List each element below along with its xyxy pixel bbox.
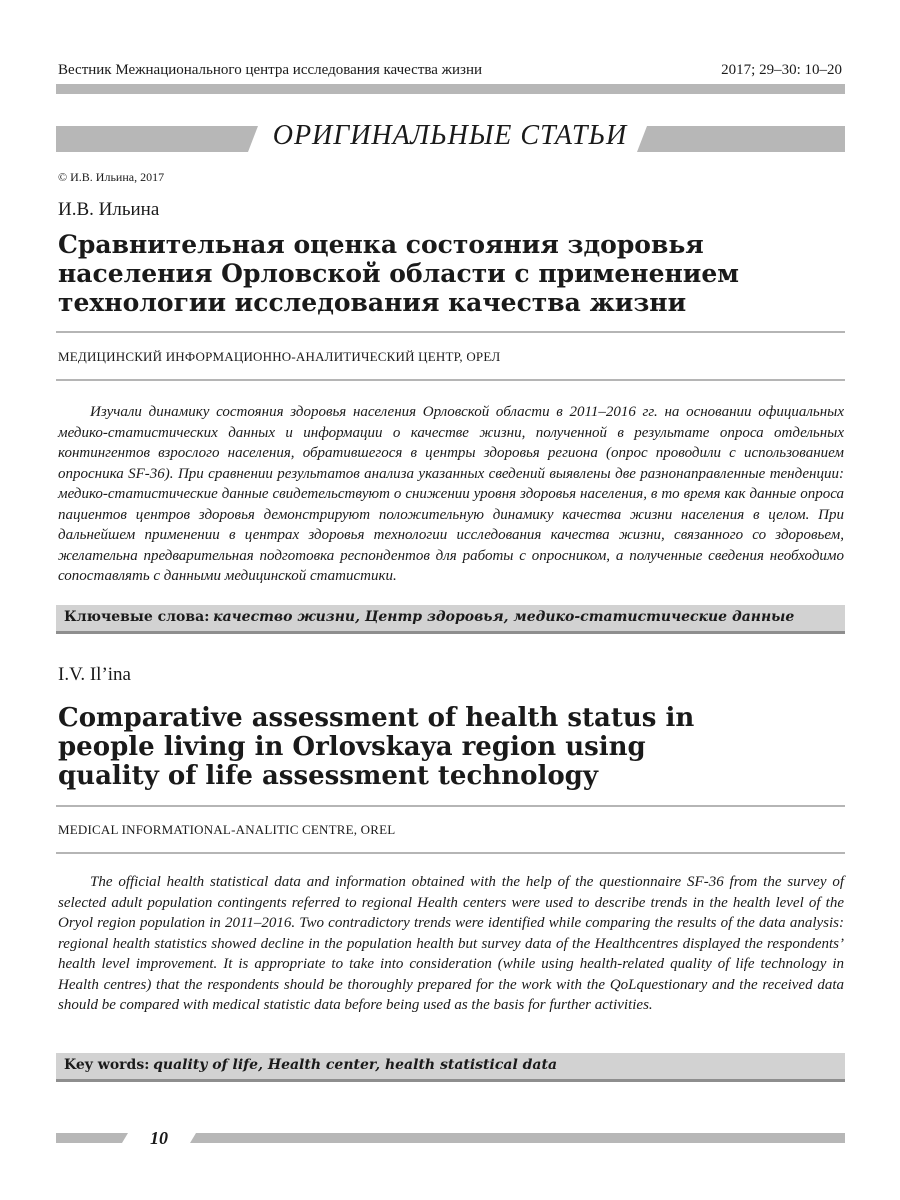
- keywords-value-ru: качество жизни, Центр здоровья, медико-статистические данные: [213, 609, 795, 625]
- copyright: © И.В. Ильина, 2017: [58, 170, 165, 184]
- abstract-en: The official health statistical data and information obtained with the help of the questionnaire SF-36 from the survey of selected adult population contingents referred to regional Health centers were used to describe trends in the health level of the Oryol region population in 2011–2016. Two contradictory trends were identified while comparing the results of the data analysis: regional health statistics showed decline in the population health but survey data of the Healthcentres displayed the respondents’ health level improvement. It is appropriate to take into consideration (while using health-related quality of life technology in Health centres) that the respondents should be thoroughly prepared for the work with the QoLquestionary and the received data should be compared with medical statistic data before being used as the basis for further activities.: [58, 874, 844, 1013]
- affiliation-ru: МЕДИЦИНСКИЙ ИНФОРМАЦИОННО-АНАЛИТИЧЕСКИЙ ЦЕНТР, ОРЕЛ: [58, 349, 501, 364]
- author-en: I.V. Il’ina: [58, 664, 131, 685]
- abstract-ru: Изучали динамику состояния здоровья населения Орловской области в 2011–2016 гг. на основании официальных медико-статистических данных и информации о качестве жизни, полученной в результате опроса отдельных контингентов взрослого населения, обратившегося в центры здоровья региона (опрос проводили с использованием опросника SF-36). При сравнении результатов анализа указанных сведений выявлены две разнонаправленные тенденции: медико-статистические данные свидетельствуют о снижении уровня здоровья населения, в то время как данные опроса пациентов центров здоровья демонстрируют положительную динамику качества жизни населения в целом. При дальнейшем применении в центрах здоровья технологии исследования качества жизни, связанного со здоровьем, желательна предварительная подготовка респондентов для работы с опросником, а полученные сведения необходимо сопоставлять с данными медицинской статистики.: [58, 404, 844, 584]
- header-rule: [56, 84, 845, 94]
- author-ru: И.В. Ильина: [58, 199, 160, 220]
- article-title-en: Comparative assessment of health status in people living in Orlovskaya region using quality of life assessment technology: [58, 703, 695, 791]
- journal-name: Вестник Межнационального центра исследования качества жизни: [58, 62, 483, 78]
- divider: [56, 852, 845, 854]
- affiliation-en: MEDICAL INFORMATIONAL-ANALITIC CENTRE, OREL: [58, 822, 396, 837]
- divider: [56, 379, 845, 381]
- footer-bar-left: [56, 1133, 128, 1143]
- keywords-label-en: Key words:: [64, 1057, 150, 1073]
- issue-info: 2017; 29–30: 10–20: [721, 62, 842, 78]
- divider: [56, 331, 845, 333]
- divider: [56, 805, 845, 807]
- keywords-en: [64, 1057, 557, 1074]
- keywords-value-en: quality of life, Health center, health statistical data: [153, 1057, 558, 1073]
- section-title: ОРИГИНАЛЬНЫЕ СТАТЬИ: [272, 120, 628, 151]
- footer-bar-right: [190, 1133, 845, 1143]
- article-title-ru: Сравнительная оценка состояния здоровья населения Орловской области с применением технологии исследования качества жизни: [58, 230, 739, 317]
- keywords-label-ru: Ключевые слова:: [64, 609, 210, 625]
- keywords-ru: [64, 609, 794, 626]
- page-number: 10: [150, 1128, 168, 1148]
